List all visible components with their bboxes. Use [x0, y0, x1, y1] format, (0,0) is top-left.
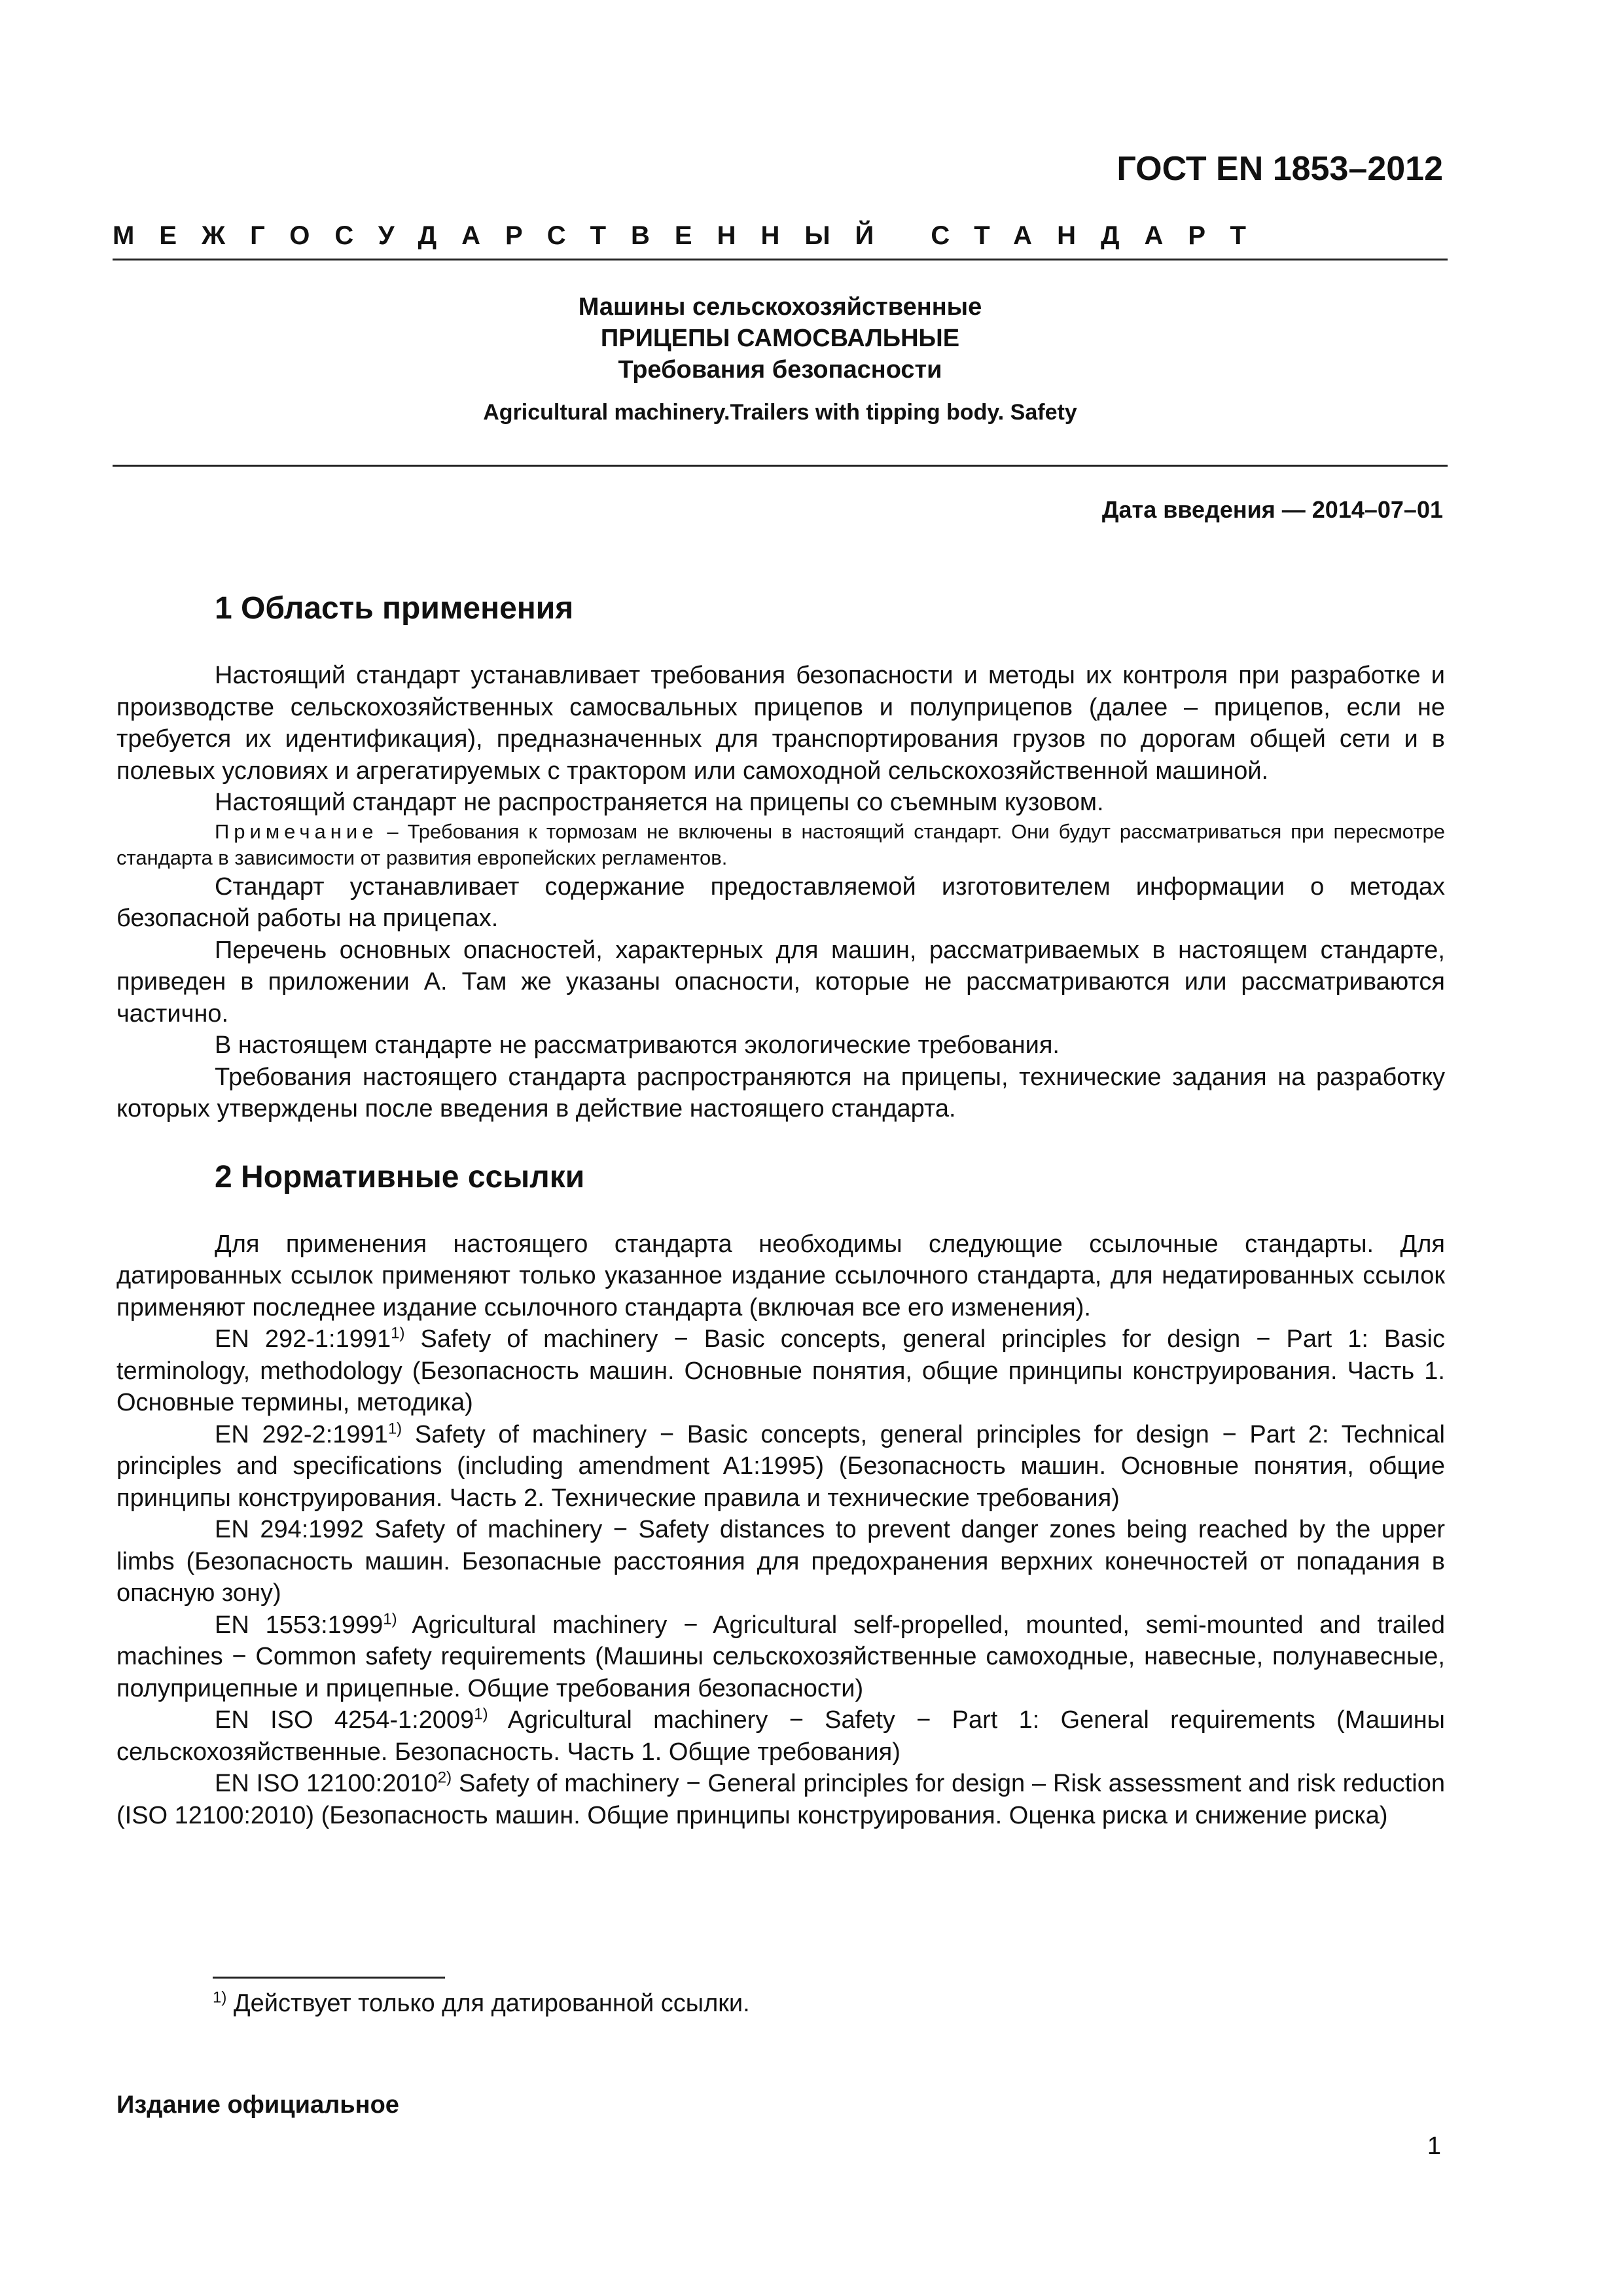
note-text: – Требования к тормозам не включены в настоящий стандарт. Они будут рассматриваться при пересмотре стандарта в зависимости от развития европейских регламентов.	[116, 819, 1445, 869]
reference-code: EN 1553:1999	[215, 1611, 383, 1639]
reference-title: Agricultural machinery − Safety − Part 1: General requirements (Машины сельскохозяйственные. Безопасность. Часть 1. Общие требования)	[116, 1706, 1445, 1766]
footnote-mark: 1)	[387, 1419, 402, 1437]
reference-code: EN 292-1:1991	[215, 1325, 391, 1353]
reference-item	[116, 1768, 1445, 1831]
footnote-mark: 1)	[383, 1609, 397, 1628]
paragraph: Настоящий стандарт устанавливает требования безопасности и методы их контроля при разработке и производстве сельскохозяйственных самосвальных прицепов и полуприцепов (далее – прицепов, если не требуется их идентификация), предназначенных для транспортирования грузов по дорогам общей сети и в полевых условиях и агрегатируемых с трактором или самоходной сельскохозяйственной машиной.	[116, 662, 1445, 785]
paragraph: В настоящем стандарте не рассматриваются экологические требования.	[215, 1031, 1060, 1059]
section-1-heading: 1 Область применения	[215, 591, 574, 626]
reference-title: Safety of machinery − Basic concepts, general principles for design − Part 2: Technical principles and specifications (including amendment A1:1995) (Безопасность машин. Основные понятия, общие принципы конструирования. Часть 2. Технические правила и технические требования)	[116, 1420, 1445, 1512]
reference-title: Safety of machinery − General principles for design – Risk assessment and risk reduction (ISO 12100:2010) (Безопасность машин. Общие принципы конструирования. Оценка риска и снижение риска)	[116, 1770, 1445, 1829]
reference-item	[116, 1323, 1445, 1419]
edition-label: Издание официальное	[116, 2091, 399, 2119]
note	[116, 819, 1445, 871]
title-line-2: ПРИЦЕПЫ САМОСВАЛЬНЫЕ	[600, 325, 960, 352]
reference-item	[116, 1514, 1445, 1609]
footnote-mark: 2)	[437, 1768, 452, 1787]
reference-title: Safety of machinery − Basic concepts, general principles for design − Part 1: Basic terminology, methodology (Безопасность машин. Основные понятия, общие принципы конструирования. Часть 1. Основные термины, методика)	[116, 1325, 1445, 1416]
footnote-mark: 1)	[213, 1988, 227, 2007]
title-line-1: Машины сельскохозяйственные	[578, 293, 982, 321]
footnote-text: Действует только для датированной ссылки.	[226, 1990, 750, 2017]
reference-code: EN ISO 4254-1:2009	[215, 1706, 474, 1734]
footnote-separator	[213, 1977, 445, 1979]
title-block	[113, 291, 1448, 425]
paragraph: Для применения настоящего стандарта необходимы следующие ссылочные стандарты. Для датированных ссылок применяют только указанное издание ссылочного стандарта, для недатированных ссылок применяют последнее издание ссылочного стандарта (включая все его изменения).	[116, 1230, 1445, 1321]
page-number: 1	[1427, 2132, 1441, 2160]
reference-title: Agricultural machinery − Agricultural self-propelled, mounted, semi-mounted and trailed machines − Common safety requirements (Машины сельскохозяйственные самоходные, навесные, полунавесные, полуприцепные и прицепные. Общие требования безопасности)	[116, 1611, 1445, 1702]
title-line-3: Требования безопасности	[618, 356, 942, 384]
document-body	[116, 589, 1445, 1831]
interstate-standard-label: МЕЖГОСУДАРСТВЕННЫЙ СТАНДАРТ	[113, 221, 1271, 250]
paragraph: Стандарт устанавливает содержание предоставляемой изготовителем информации о методах безопасной работы на прицепах.	[116, 872, 1445, 932]
title-english: Agricultural machinery.Trailers with tipping body. Safety	[483, 400, 1077, 425]
header-rule	[113, 259, 1448, 260]
paragraph: Перечень основных опасностей, характерных для машин, рассматриваемых в настоящем стандарте, приведен в приложении А. Там же указаны опасности, которые не рассматриваются или рассматриваются частично.	[116, 936, 1445, 1028]
reference-item	[116, 1704, 1445, 1768]
reference-title: Safety of machinery − Safety distances to prevent danger zones being reached by the upper limbs (Безопасность машин. Безопасные расстояния для предохранения верхних конечностей от попадания в опасную зону)	[116, 1516, 1445, 1607]
reference-code: EN 294:1992	[215, 1516, 364, 1543]
standard-number: ГОСТ EN 1853–2012	[1116, 150, 1443, 188]
reference-code: EN 292-2:1991	[215, 1420, 388, 1448]
paragraph: Настоящий стандарт не распространяется на прицепы со съемным кузовом.	[215, 789, 1104, 816]
footnote-mark: 1)	[474, 1705, 488, 1723]
note-label: Примечание	[215, 819, 378, 843]
footnote	[213, 1990, 750, 2018]
footnote-mark: 1)	[391, 1324, 405, 1342]
reference-code: EN ISO 12100:2010	[215, 1770, 438, 1797]
reference-item	[116, 1609, 1445, 1705]
reference-item	[116, 1419, 1445, 1515]
paragraph: Требования настоящего стандарта распространяются на прицепы, технические задания на разработку которых утверждены после введения в действие настоящего стандарта.	[116, 1063, 1445, 1122]
section-2-heading: 2 Нормативные ссылки	[215, 1159, 585, 1194]
title-rule	[113, 465, 1448, 467]
introduction-date: Дата введения — 2014–07–01	[1101, 496, 1443, 523]
